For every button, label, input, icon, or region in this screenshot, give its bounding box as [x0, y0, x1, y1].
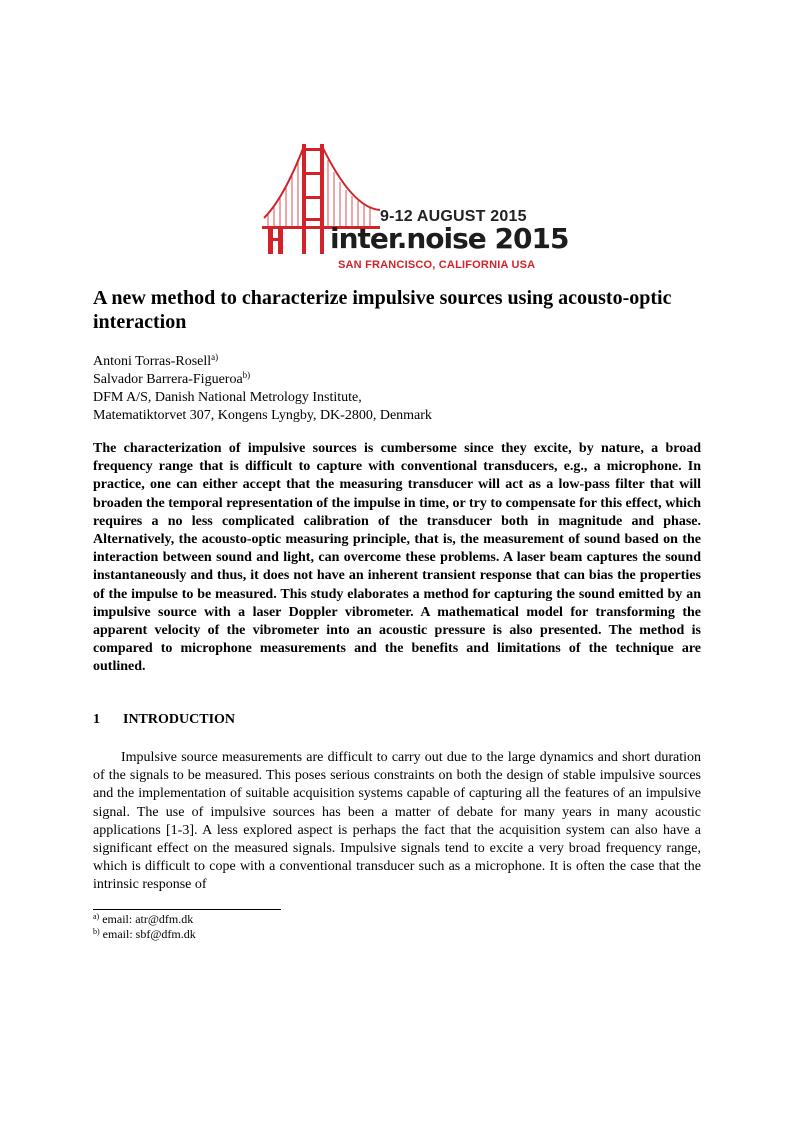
section-number: 1	[93, 712, 100, 727]
author-name: Antoni Torras-Rosell	[93, 354, 212, 369]
footnote-divider	[93, 909, 281, 910]
author-footnote-mark: a)	[211, 352, 219, 362]
abstract: The characterization of impulsive sources is cumbersome since they excite, by nature, a broad frequency range that is difficult to capture with conventional transducers, e.g., a microphone. In practice, one can either accept that the measuring transducer will act as a low-pass filter that will broaden the temporal representation of the impulse in time, or try to compensate for this effect, which requires a no less complicated calibration of the transducer both in magnitude and phase. Alternatively, the acousto-optic measuring principle, that is, the measurement of sound based on the interaction between sound and light, can overcome these problems. A laser beam captures the sound instantaneously and thus, it does not have an inherent transient response that can bias the properties of the impulse to be measured. This study elaborates a method for capturing the sound emitted by an impulsive source with a laser Doppler vibrometer. A mathematical model for transforming the apparent velocity of the vibrometer into an acoustic pressure is also presented. The method is compared to microphone measurements and the benefits and limitations of the technique are outlined.	[93, 441, 701, 675]
author-footnote-mark: b)	[242, 370, 251, 380]
conference-name: inter.noise 2015	[330, 222, 569, 255]
affiliation-line: DFM A/S, Danish National Metrology Institute,	[93, 390, 362, 405]
footnote-mark: a)	[93, 912, 100, 921]
author-name: Salvador Barrera-Figueroa	[93, 372, 243, 387]
author-block	[93, 353, 713, 425]
footnote-text: email: sbf@dfm.dk	[99, 927, 196, 941]
author-1	[93, 353, 713, 371]
section-heading	[93, 711, 235, 729]
introduction-paragraph: Impulsive source measurements are difficult to carry out due to the large dynamics and short duration of the signals to be measured. This poses serious constraints on both the design of stable impulsive sources and the implementation of suitable acquisition systems capable of capturing all the features of an impulsive signal. The use of impulsive sources has been a matter of debate for many years in many acoustic applications [1-3]. A less explored aspect is perhaps the fact that the acquisition system can also have a significant effect on the measured signals. Impulsive signals tend to excite a very broad frequency range, which is difficult to cope with a conventional transducer such as a microphone. It is often the case that the intrinsic response of	[93, 750, 701, 893]
footnote-text: email: atr@dfm.dk	[99, 912, 194, 926]
paper-title: A new method to characterize impulsive sources using acousto-optic interaction	[93, 287, 672, 333]
footnote-a	[93, 912, 196, 927]
author-2	[93, 371, 713, 389]
footnote-mark: b)	[93, 927, 100, 936]
footnote-b	[93, 927, 196, 942]
conference-location: SAN FRANCISCO, CALIFORNIA USA	[338, 259, 536, 271]
conference-logo	[262, 138, 569, 274]
section-title: INTRODUCTION	[123, 712, 236, 727]
affiliation-address: Matematiktorvet 307, Kongens Lyngby, DK-2800, Denmark	[93, 408, 432, 423]
footnotes	[93, 912, 196, 942]
conference-dates: 9-12 AUGUST 2015	[380, 208, 527, 225]
